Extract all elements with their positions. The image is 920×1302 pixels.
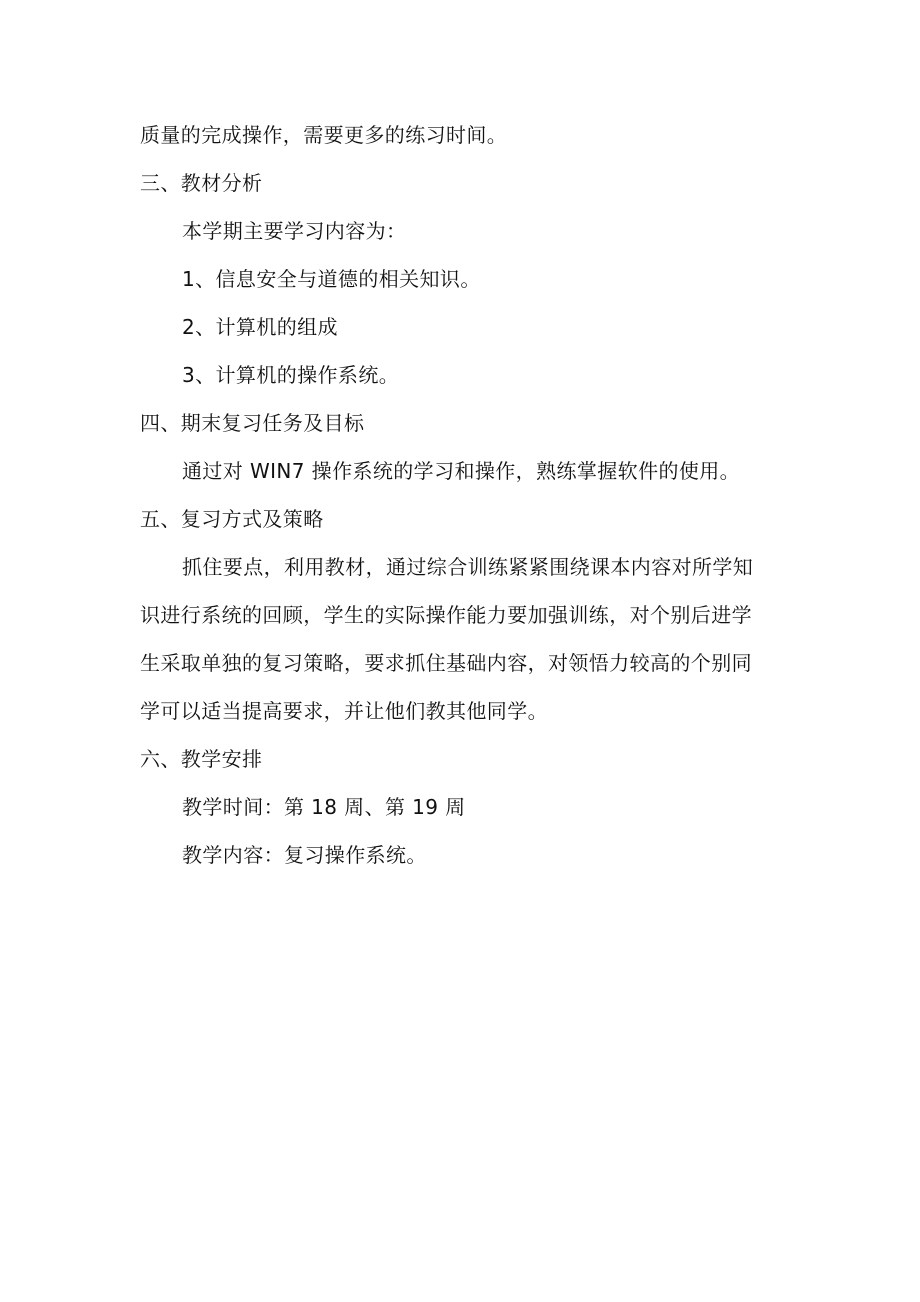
paragraph-intro: 本学期主要学习内容为： (182, 219, 407, 243)
paragraph-continuation: 质量的完成操作，需要更多的练习时间。 (140, 123, 508, 147)
teaching-content: 教学内容：复习操作系统。 (182, 843, 427, 867)
section-heading-teaching-arrangement: 六、教学安排 (140, 747, 263, 771)
paragraph-review-methods-line-3: 生采取单独的复习策略，要求抓住基础内容，对领悟力较高的个别同 (140, 651, 752, 675)
section-heading-review-goals: 四、期末复习任务及目标 (140, 411, 365, 435)
list-item-2: 2、计算机的组成 (182, 315, 338, 339)
paragraph-review-methods-line-4: 学可以适当提高要求，并让他们教其他同学。 (140, 699, 548, 723)
list-item-1: 1、信息安全与道德的相关知识。 (182, 267, 481, 291)
section-heading-textbook-analysis: 三、教材分析 (140, 171, 263, 195)
teaching-time: 教学时间：第 18 周、第 19 周 (182, 795, 466, 819)
section-heading-review-methods: 五、复习方式及策略 (140, 507, 324, 531)
paragraph-review-methods-line-1: 抓住要点，利用教材，通过综合训练紧紧围绕课本内容对所学知 (182, 555, 754, 579)
list-item-3: 3、计算机的操作系统。 (182, 363, 400, 387)
paragraph-review-goals: 通过对 WIN7 操作系统的学习和操作，熟练掌握软件的使用。 (182, 459, 741, 483)
paragraph-review-methods-line-2: 识进行系统的回顾，学生的实际操作能力要加强训练，对个别后进学 (140, 603, 752, 627)
